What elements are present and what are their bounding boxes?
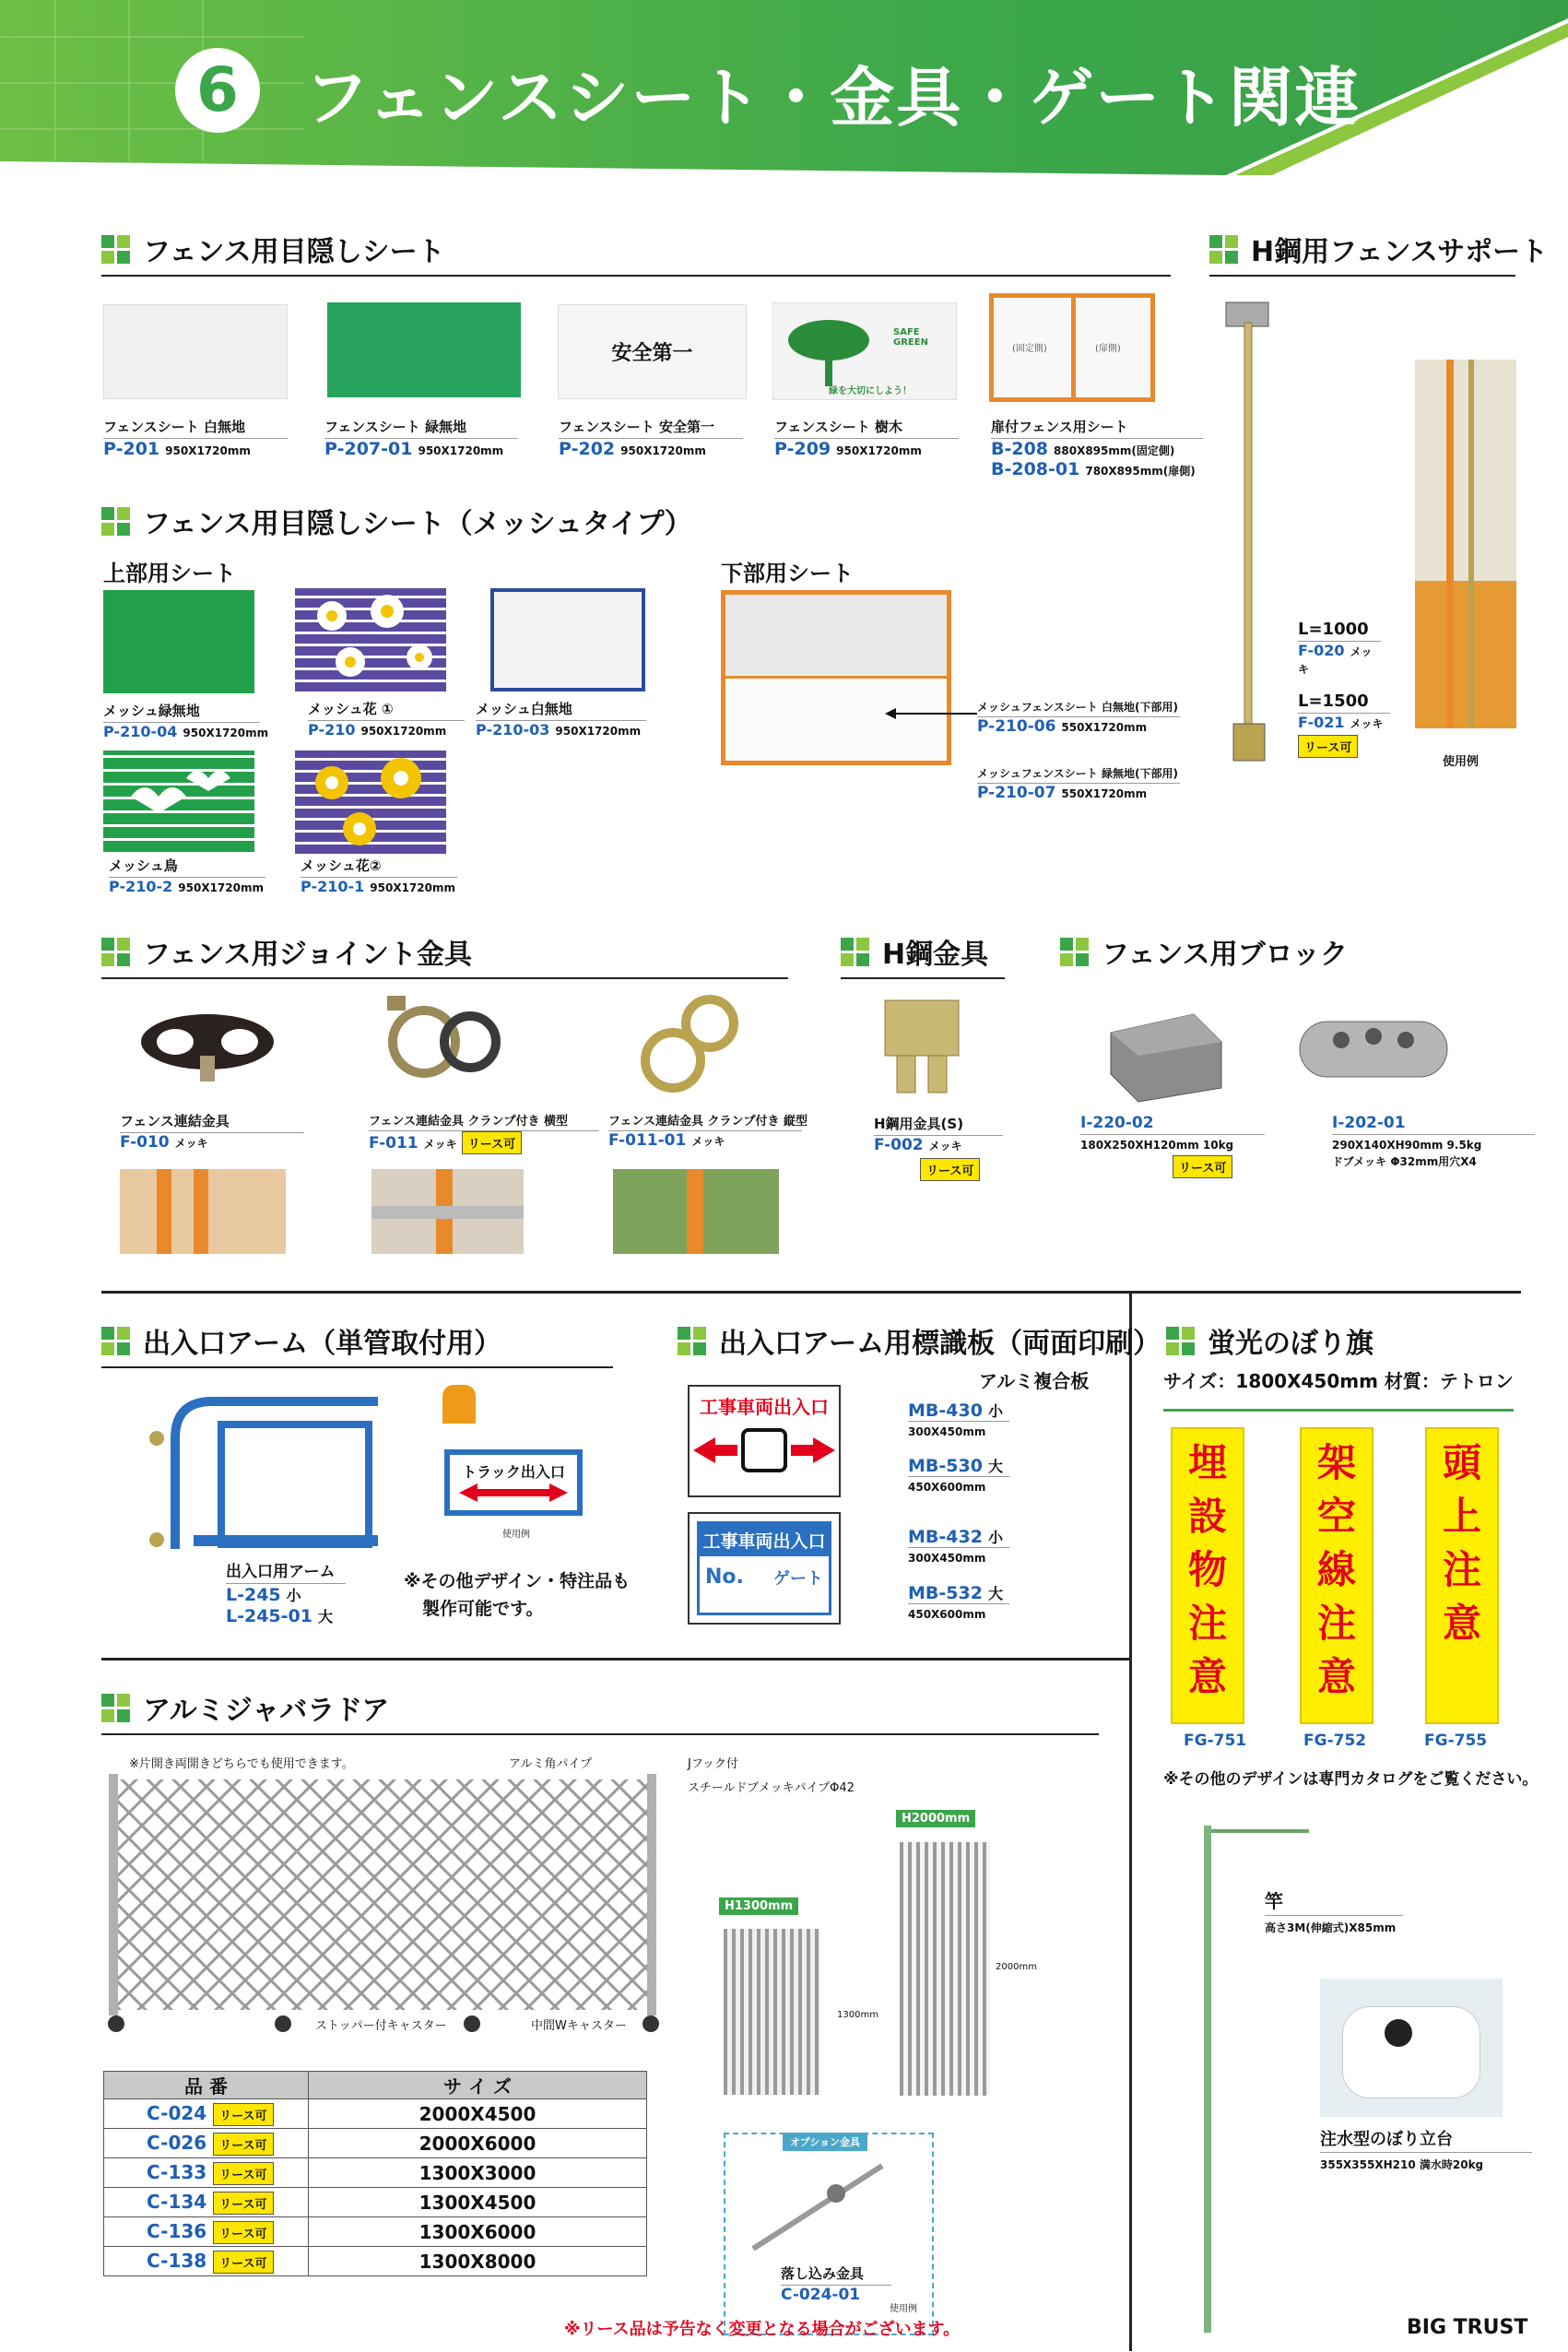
section-title: H鋼用フェンスサポート [1251, 236, 1549, 268]
water-stand-image [1320, 1979, 1503, 2117]
signboard-2-image [688, 1512, 841, 1625]
sheet-door-image [989, 293, 1155, 402]
sheet-name: フェンスシート 緑無地 [324, 417, 518, 439]
section-title: H鋼金具 [882, 939, 989, 971]
signboard-material: アルミ複合板 [979, 1370, 1090, 1392]
signboard-size: 大 [987, 1585, 1003, 1602]
mesh-lower-item [977, 765, 1180, 802]
section-title: 出入口アーム（単管取付用） [143, 1328, 502, 1360]
support-code: F-020 [1298, 642, 1345, 659]
arm-note: 製作可能です。 [422, 1599, 544, 1619]
mesh-name: メッシュ白無地 [476, 699, 646, 721]
page-header [0, 0, 1568, 175]
sheet-spec: 950X1720mm [620, 444, 706, 457]
mesh-item [301, 856, 457, 895]
mesh-spec: 950X1720mm [360, 725, 447, 738]
mesh-lower-code: P-210-07 [977, 784, 1056, 802]
door-sheet-door-label: (扉側) [1095, 344, 1121, 354]
mesh-flower1-image [295, 588, 446, 691]
joint-f011-usage-image [371, 1169, 524, 1254]
flag-note: ※その他のデザインは専門カタログをご覧ください。 [1163, 1770, 1539, 1789]
support-item [1298, 620, 1381, 677]
lease-badge: リース可 [1298, 735, 1358, 758]
sheet-spec: 880X895mm(固定側) [1054, 444, 1175, 457]
row-code: C-024 [147, 2101, 207, 2124]
sheet-name: 扉付フェンス用シート [991, 417, 1203, 439]
sheet-code: P-207-01 [324, 439, 413, 459]
sheet-code: B-208 [991, 439, 1049, 459]
door-sheet-fixed-label: (固定側) [1012, 344, 1047, 354]
hkougu-code: F-002 [874, 1136, 924, 1154]
mesh-bird-image [103, 751, 254, 852]
footer-note: ※リース品は予告なく変更となる場合がございます。 [564, 2320, 961, 2339]
section-heading-support [1209, 229, 1549, 277]
flag-pole-bar [1163, 1409, 1514, 1412]
mesh-white-image [490, 588, 645, 691]
section-title: フェンス用目隠しシート [143, 236, 445, 268]
sheet-safety-image [558, 304, 747, 399]
lease-badge: リース可 [213, 2103, 273, 2126]
block-i20201-image [1291, 1003, 1456, 1095]
joint-finish: メッキ [423, 1138, 457, 1151]
signboard-item [908, 1526, 1009, 1565]
flag-code: FG-752 [1303, 1731, 1367, 1750]
divider [101, 1658, 1132, 1661]
mesh-flower2-image [295, 751, 446, 854]
mesh-name: メッシュ鳥 [109, 856, 265, 878]
signboard-size: 小 [987, 1402, 1003, 1420]
section-marker-icon [101, 1327, 130, 1355]
table-row [104, 2188, 647, 2217]
flower-icon [295, 751, 446, 854]
joint-item [369, 1111, 599, 1154]
section-marker-icon [841, 938, 869, 966]
mesh-code: P-210-04 [103, 723, 178, 740]
section-marker-icon [101, 938, 130, 966]
signboard-code: MB-432 [908, 1527, 983, 1547]
support-code: F-021 [1298, 714, 1345, 731]
truck-icon [690, 1419, 839, 1483]
joint-f01101-usage-image [613, 1169, 779, 1254]
mesh-upper-label: 上部用シート [103, 561, 236, 586]
sheet-name: フェンスシート 白無地 [103, 417, 288, 439]
block-item [1332, 1114, 1535, 1169]
joint-finish: メッキ [691, 1135, 725, 1148]
hkougu-item [874, 1114, 1003, 1181]
pole-spec: 高さ3M(伸縮式)X85mm [1265, 1921, 1397, 1934]
flag-1-text: 埋設物注意 [1188, 1440, 1228, 1699]
signboard-code: MB-430 [908, 1401, 983, 1421]
lease-badge: リース可 [462, 1131, 522, 1154]
arm-size: 小 [286, 1587, 301, 1604]
mesh-lower-spec: 550X1720mm [1061, 721, 1148, 734]
h-bracket-image [880, 996, 973, 1097]
mesh-lower-image [721, 590, 951, 765]
mesh-item [109, 856, 265, 895]
jabara-h1300-image [724, 1929, 820, 2095]
section-heading-signboard [678, 1320, 1161, 1366]
section-heading-flag [1166, 1320, 1516, 1366]
lease-badge: リース可 [1173, 1155, 1232, 1178]
option-label: オプション金具 [783, 2133, 867, 2151]
jabara-note: ※片開き両開きどちらでも使用できます。 [129, 1757, 354, 1771]
pole-item [1265, 1886, 1403, 1935]
mesh-lower-name: メッシュフェンスシート 緑無地(下部用) [977, 765, 1180, 784]
bird-icon [103, 751, 254, 852]
sheet-spec: 950X1720mm [418, 444, 504, 457]
support-pole-image [1217, 295, 1291, 774]
tree-sheet-logo-text: SAFE GREEN [893, 327, 928, 348]
signboard-code: MB-532 [908, 1583, 983, 1603]
section-title: フェンス用目隠しシート（メッシュタイプ） [143, 508, 692, 540]
joint-finish: メッキ [174, 1137, 208, 1150]
flag-1-image [1171, 1427, 1244, 1724]
signboard-size: 大 [987, 1458, 1003, 1475]
mesh-lower-label: 下部用シート [721, 561, 854, 586]
mesh-lower-spec: 550X1720mm [1061, 787, 1148, 800]
joint-code: F-011 [369, 1134, 419, 1152]
lease-badge: リース可 [213, 2192, 273, 2215]
sheet-code: P-209 [774, 439, 831, 459]
sheet-code: P-202 [559, 439, 616, 459]
double-arrow-icon [450, 1482, 577, 1504]
mesh-spec: 950X1720mm [178, 881, 264, 894]
row-code: C-136 [147, 2219, 207, 2242]
section-title: 蛍光のぼり旗 [1208, 1328, 1373, 1360]
mesh-green-image [103, 590, 254, 693]
arm-image [138, 1383, 396, 1567]
row-size: 1300X6000 [309, 2217, 647, 2247]
h2000-tag: H2000mm [896, 1810, 975, 1827]
section-marker-icon [101, 1694, 130, 1722]
section-heading-joint [101, 931, 788, 979]
table-row [104, 2158, 647, 2188]
table-header: 品 番 [104, 2072, 309, 2099]
mesh-item [476, 699, 646, 739]
table-row [104, 2217, 647, 2247]
stand-spec: 355X355XH210 満水時20kg [1320, 2158, 1484, 2171]
row-size: 1300X8000 [309, 2247, 647, 2276]
signboard-1-image [688, 1385, 841, 1497]
lease-badge: リース可 [213, 2133, 273, 2156]
support-length: L=1500 [1298, 691, 1390, 714]
signboard-code: MB-530 [908, 1456, 983, 1476]
arm-code: L-245-01 [226, 1606, 312, 1626]
block-code: I-220-02 [1080, 1114, 1154, 1132]
arm-sign-image [444, 1449, 583, 1516]
dim-1300: 1300mm [837, 2010, 878, 2020]
pole-name: 竿 [1265, 1886, 1403, 1916]
joint-item [608, 1111, 808, 1150]
label-stopper-caster: ストッパー付キャスター [315, 2019, 447, 2033]
arrow-icon [885, 704, 986, 723]
row-size: 2000X6000 [309, 2129, 647, 2158]
sheet-item [324, 417, 518, 459]
row-code: C-133 [147, 2160, 207, 2183]
block-spec: 180X250XH120mm 10kg [1080, 1139, 1234, 1152]
hkougu-finish: メッキ [928, 1140, 962, 1152]
block-item [1080, 1114, 1265, 1178]
row-size: 2000X4500 [309, 2099, 647, 2129]
row-size: 1300X4500 [309, 2188, 647, 2217]
flag-3-image [1425, 1427, 1499, 1724]
support-finish: メッキ [1298, 645, 1373, 676]
signboard-spec: 300X450mm [908, 1425, 986, 1438]
support-length: L=1000 [1298, 620, 1381, 642]
flag-code: FG-751 [1184, 1731, 1247, 1750]
row-size: 1300X3000 [309, 2158, 647, 2188]
section-marker-icon [1060, 938, 1089, 966]
section-title: 出入口アーム用標識板（両面印刷） [719, 1328, 1161, 1360]
hkougu-name: H鋼用金具(S) [874, 1114, 1003, 1136]
h1300-tag: H1300mm [719, 1897, 798, 1915]
table-header: サ イ ズ [309, 2072, 647, 2099]
section-heading-mekakushi [101, 229, 1171, 277]
mesh-spec: 950X1720mm [370, 881, 455, 894]
section-heading-arm [101, 1320, 613, 1368]
signboard-2-no: No. [705, 1566, 744, 1589]
joint-f011-image [369, 987, 516, 1097]
mesh-code: P-210-03 [476, 721, 550, 739]
arm-sign-text: トラック出入口 [462, 1463, 565, 1481]
sheet-tree-image [772, 302, 957, 400]
mesh-lower-item [977, 699, 1180, 736]
sheet-spec: 950X1720mm [165, 444, 251, 457]
tree-sheet-slogan: 緑を大切にしよう！ [829, 386, 912, 396]
lease-badge: リース可 [920, 1158, 980, 1181]
page-title: フェンスシート・金具・ゲート関連 [304, 60, 1362, 136]
joint-name: フェンス連結金具 [120, 1111, 304, 1133]
lease-badge: リース可 [213, 2221, 273, 2244]
drop-bolt-image [735, 2157, 919, 2258]
joint-f010-usage-image [120, 1169, 286, 1254]
option-sample-caption: 使用例 [890, 2304, 917, 2314]
mesh-item [103, 701, 269, 740]
section-title: フェンス用ブロック [1102, 939, 1348, 971]
sheet-name: フェンスシート 安全第一 [559, 417, 743, 439]
arm-sample-caption: 使用例 [502, 1530, 530, 1540]
sheet-item [559, 417, 743, 459]
sheet-item [774, 417, 959, 459]
table-row [104, 2099, 647, 2129]
arm-item [226, 1558, 346, 1626]
joint-item [120, 1111, 304, 1152]
joint-name: フェンス連結金具 クランプ付き 横型 [369, 1111, 599, 1131]
mesh-lower-name: メッシュフェンスシート 白無地(下部用) [977, 699, 1180, 717]
section-marker-icon [101, 507, 130, 536]
label-middle-caster: 中間Wキャスター [531, 2019, 627, 2033]
block-spec: 290X140XH90mm 9.5kg [1332, 1139, 1482, 1152]
flag-code: FG-755 [1424, 1731, 1488, 1750]
signboard-2-title: 工事車両出入口 [700, 1524, 829, 1556]
support-item [1298, 691, 1390, 758]
signboard-item [908, 1455, 1009, 1494]
support-usage-caption: 使用例 [1443, 755, 1480, 769]
mesh-spec: 950X1720mm [183, 727, 269, 739]
sheet-item [991, 417, 1203, 479]
warning-lamp-icon [442, 1385, 476, 1424]
arm-size: 大 [317, 1608, 333, 1625]
divider [1129, 1291, 1132, 2351]
lease-badge: リース可 [213, 2251, 273, 2274]
flag-size-label: サイズ：1800X450mm 材質：テトロン [1163, 1370, 1514, 1392]
section-number: 6 [175, 48, 260, 133]
joint-f01101-image [627, 987, 756, 1097]
section-marker-icon [1166, 1327, 1195, 1355]
section-title: アルミジャバラドア [143, 1695, 390, 1727]
block-code: I-202-01 [1332, 1114, 1406, 1132]
option-code: C-024-01 [781, 2286, 861, 2304]
support-usage-image [1415, 360, 1516, 728]
brand-logo: BIG TRUST [1407, 2316, 1528, 2339]
sheet-code: B-208-01 [991, 459, 1080, 479]
sheet-code: P-201 [103, 439, 160, 459]
signboard-size: 小 [987, 1529, 1003, 1546]
stand-item [1320, 2126, 1532, 2172]
block-spec: ドブメッキ Φ32mm用穴X4 [1332, 1155, 1477, 1168]
support-finish: メッキ [1350, 717, 1384, 730]
jabara-gate-image [103, 1761, 666, 2038]
sheet-safety-text: 安全第一 [611, 342, 693, 365]
option-box [724, 2133, 934, 2335]
row-code: C-138 [147, 2249, 207, 2272]
sheet-name: フェンスシート 樹木 [774, 417, 959, 439]
joint-name: フェンス連結金具 クランプ付き 縦型 [608, 1111, 802, 1131]
row-code: C-134 [147, 2190, 207, 2213]
stand-name: 注水型のぼり立台 [1320, 2126, 1532, 2153]
arm-note: ※その他デザイン・特注品も [404, 1571, 631, 1591]
jabara-size-table [103, 2071, 647, 2276]
label-j-hook: Jフック付 [688, 1757, 738, 1771]
jabara-h2000-image [900, 1842, 990, 2096]
signboard-item [908, 1400, 1009, 1438]
mesh-code: P-210 [308, 721, 356, 739]
section-heading-jabara [101, 1687, 1099, 1735]
section-heading-block [1060, 931, 1355, 977]
section-marker-icon [101, 235, 130, 264]
lease-badge: リース可 [213, 2162, 273, 2185]
table-row [104, 2129, 647, 2158]
label-steel-pipe: スチールドブメッキパイプΦ42 [688, 1781, 855, 1795]
dim-2000: 2000mm [996, 1962, 1037, 1972]
signboard-item [908, 1582, 1009, 1621]
option-item [781, 2263, 891, 2304]
mesh-name: メッシュ花② [301, 856, 457, 878]
mesh-item [308, 699, 465, 739]
signboard-1-title: 工事車両出入口 [700, 1396, 829, 1418]
mesh-name: メッシュ緑無地 [103, 701, 260, 723]
section-heading-mesh [101, 501, 691, 547]
flag-2-text: 架空線注意 [1317, 1440, 1357, 1699]
signboard-2-gate: ゲート [773, 1569, 823, 1589]
joint-f010-image [134, 1005, 281, 1088]
flag-2-image [1300, 1427, 1373, 1724]
divider [101, 1291, 1521, 1294]
label-alumi-pipe: アルミ角パイプ [509, 1757, 593, 1771]
mesh-lower-code: P-210-06 [977, 717, 1056, 736]
signboard-spec: 300X450mm [908, 1552, 986, 1565]
joint-code: F-010 [120, 1133, 170, 1152]
arm-name: 出入口用アーム [226, 1558, 346, 1584]
flag-3-text: 頭上注意 [1443, 1440, 1482, 1646]
block-i22002-image [1092, 1005, 1231, 1106]
table-row [104, 2247, 647, 2276]
joint-code: F-011-01 [608, 1131, 687, 1150]
sheet-white-image [103, 304, 288, 399]
sheet-spec: 780X895mm(扉側) [1085, 465, 1196, 478]
sheet-spec: 950X1720mm [836, 444, 922, 457]
signboard-spec: 450X600mm [908, 1481, 986, 1494]
mesh-code: P-210-1 [301, 878, 365, 895]
section-marker-icon [678, 1327, 706, 1355]
mesh-name: メッシュ花 ① [308, 699, 465, 721]
flower-icon [295, 588, 446, 691]
row-code: C-026 [147, 2131, 207, 2154]
section-marker-icon [1209, 235, 1238, 264]
arm-code: L-245 [226, 1585, 281, 1605]
mesh-spec: 950X1720mm [555, 725, 642, 738]
option-name: 落し込み金具 [781, 2263, 891, 2286]
signboard-spec: 450X600mm [908, 1608, 986, 1621]
section-heading-hkougu [841, 931, 1005, 979]
section-title: フェンス用ジョイント金具 [143, 939, 472, 971]
mesh-code: P-210-2 [109, 878, 173, 895]
sheet-green-image [327, 302, 521, 397]
sheet-item [103, 417, 288, 459]
